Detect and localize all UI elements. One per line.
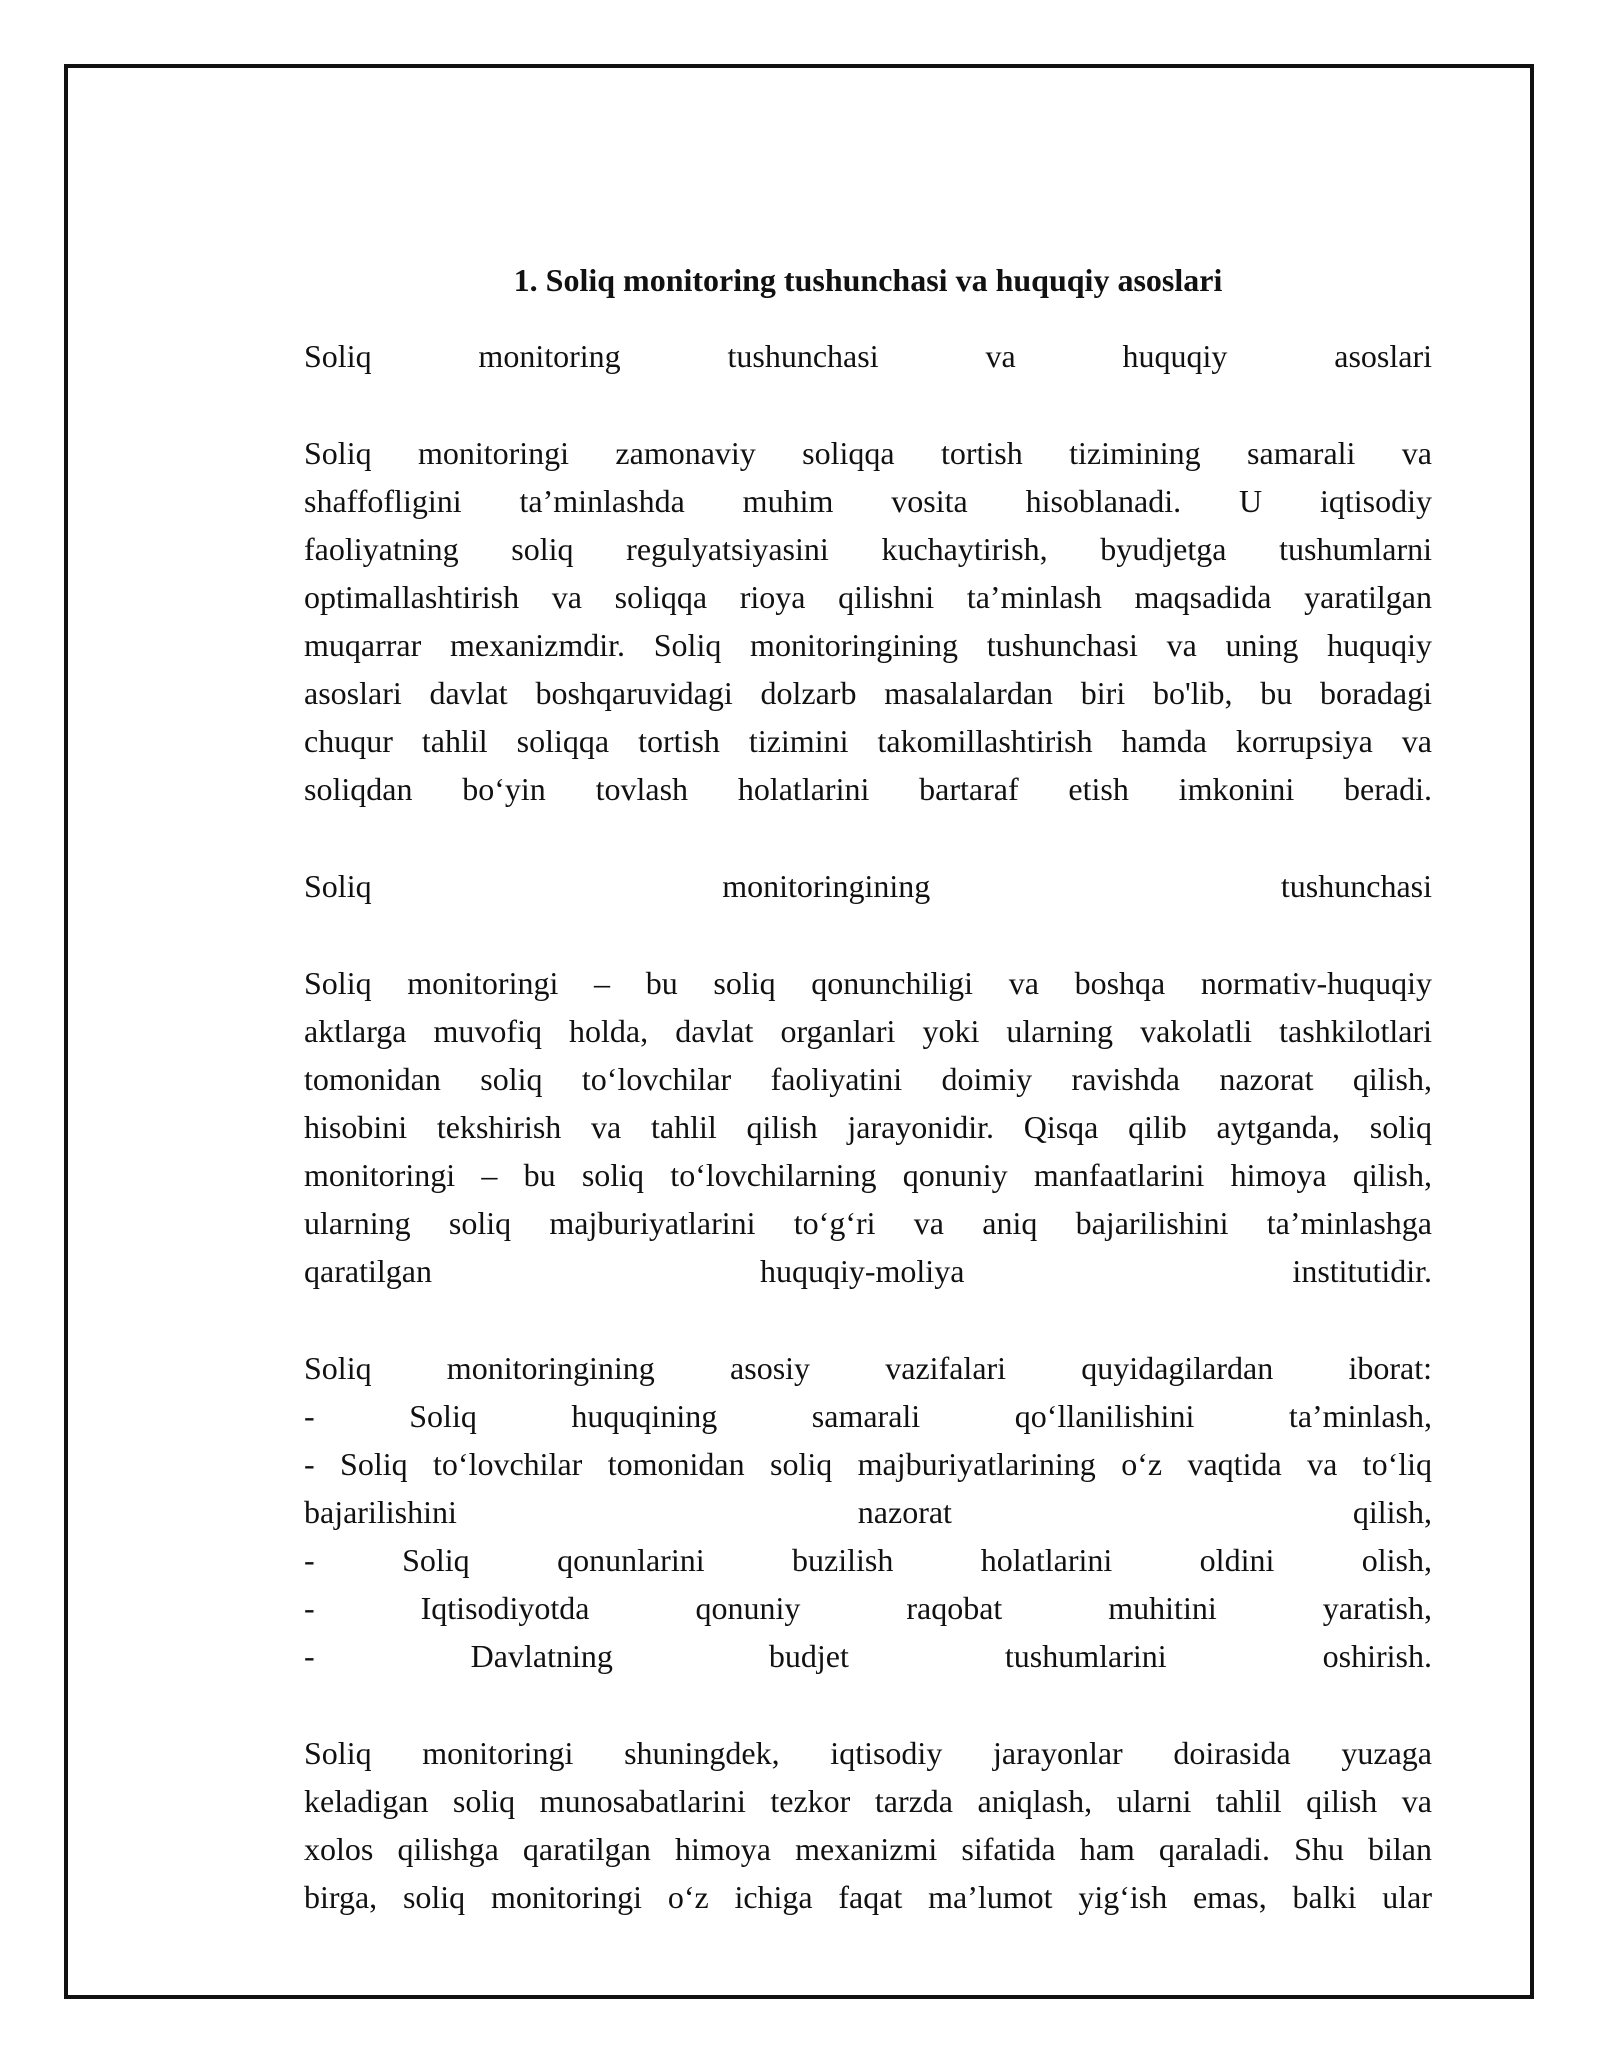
text-line: chuqur tahlil soliqqa tortish tizimini takomillashtirish hamda korrupsiya va [304,723,1432,759]
text-line: muqarrar mexanizmdir. Soliq monitoringining tushunchasi va uning huquqiy [304,627,1432,663]
text-line: Soliq monitoringi shuningdek, iqtisodiy jarayonlar doirasida yuzaga [304,1735,1432,1771]
list-item: - Soliq to‘lovchilar tomonidan soliq majburiyatlarining o‘z vaqtida va to‘liq [304,1446,1432,1482]
text-line: aktlarga muvofiq holda, davlat organlari yoki ularning vakolatli tashkilotlari [304,1013,1432,1049]
list-item: - Soliq huquqining samarali qo‘llanilishini ta’minlash, [304,1398,1432,1434]
text-line: soliqdan bo‘yin tovlash holatlarini bartaraf etish imkonini beradi. [304,771,1432,807]
text-line: shaffofligini ta’minlashda muhim vosita hisoblanadi. U iqtisodiy [304,483,1432,519]
list-item: - Davlatning budjet tushumlarini oshirish. [304,1638,1432,1674]
list-item: - Iqtisodiyotda qonuniy raqobat muhitini yaratish, [304,1590,1432,1626]
text-line: xolos qilishga qaratilgan himoya mexanizmi sifatida ham qaraladi. Shu bilan [304,1831,1432,1867]
text-line: keladigan soliq munosabatlarini tezkor tarzda aniqlash, ularni tahlil qilish va [304,1783,1432,1819]
page-frame [64,64,1534,1999]
list-item: - Soliq qonunlarini buzilish holatlarini oldini olish, [304,1542,1432,1578]
text-line: ularning soliq majburiyatlarini to‘g‘ri va aniq bajarilishini ta’minlashga [304,1205,1432,1241]
text-line: hisobini tekshirish va tahlil qilish jarayonidir. Qisqa qilib aytganda, soliq [304,1109,1432,1145]
text-line: Soliq monitoringi – bu soliq qonunchiligi va boshqa normativ-huquqiy [304,965,1432,1001]
text-line: Soliq monitoringining asosiy vazifalari quyidagilardan iborat: [304,1350,1432,1386]
list-item: bajarilishini nazorat qilish, [304,1494,1432,1530]
text-line: qaratilgan huquqiy-moliya institutidir. [304,1253,1432,1289]
text-line: Soliq monitoring tushunchasi va huquqiy asoslari [304,338,1432,374]
text-line: tomonidan soliq to‘lovchilar faoliyatini doimiy ravishda nazorat qilish, [304,1061,1432,1097]
text-line: monitoringi – bu soliq to‘lovchilarning qonuniy manfaatlarini himoya qilish, [304,1157,1432,1193]
text-line: Soliq monitoringi zamonaviy soliqqa tortish tizimining samarali va [304,435,1432,471]
document-heading: 1. Soliq monitoring tushunchasi va huquqiy asoslari [513,262,1223,298]
text-line: faoliyatning soliq regulyatsiyasini kuchaytirish, byudjetga tushumlarni [304,531,1432,567]
text-line: asoslari davlat boshqaruvidagi dolzarb masalalardan biri bo'lib, bu boradagi [304,675,1432,711]
text-line: Soliq monitoringining tushunchasi [304,868,1432,904]
text-line: optimallashtirish va soliqqa rioya qilishni ta’minlash maqsadida yaratilgan [304,579,1432,615]
text-line: birga, soliq monitoringi o‘z ichiga faqat ma’lumot yig‘ish emas, balki ular [304,1879,1432,1915]
